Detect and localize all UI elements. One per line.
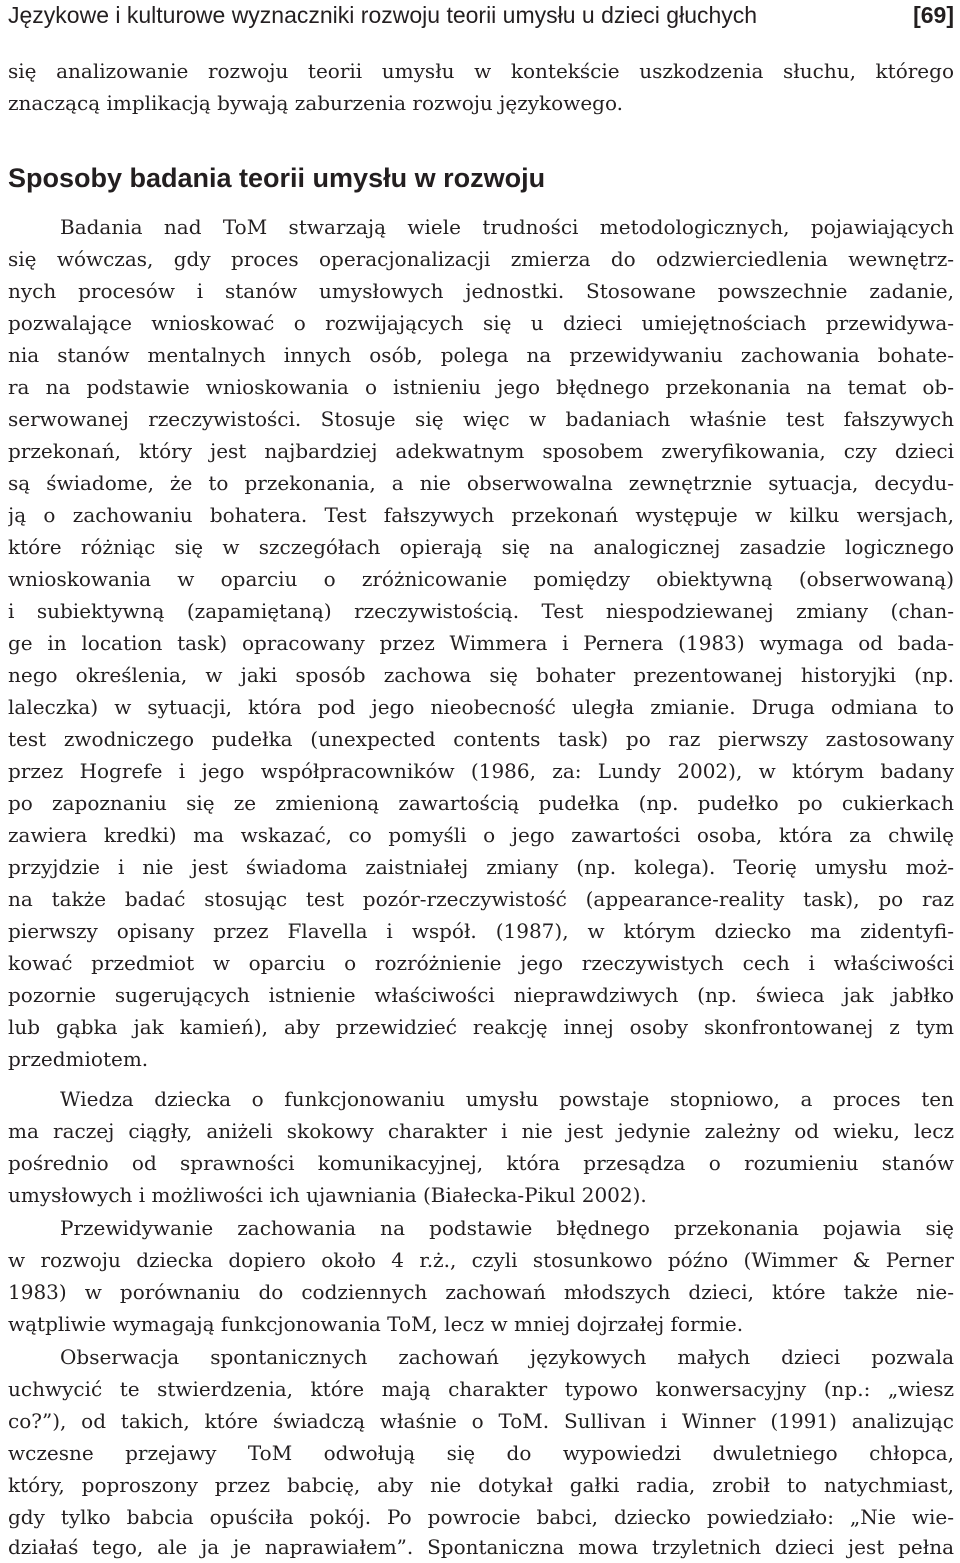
text-line: Wiedza dziecka o funkcjonowaniu umysłu powstaje stopniowo, a proces ten (60, 1087, 954, 1111)
text-line: laleczka) w sytuacji, która pod jego nieobecność uległa zmianie. Druga odmiana to (8, 695, 954, 719)
text-line: działaś tego, ale ja je naprawiałem”. Spontaniczna mowa trzyletnich dzieci jest pełna (8, 1535, 954, 1559)
page-number: [69] (913, 2, 954, 28)
text-line: nego określenia, w jaki sposób zachowa się bohater prezentowanej historyjki (np. (8, 663, 954, 687)
text-line: wczesne przejawy ToM odwołują się do wypowiedzi dwuletniego chłopca, (8, 1441, 954, 1465)
text-line: pozwalające wnioskować o rozwijających się u dzieci umiejętnościach przewidywa- (8, 311, 954, 335)
text-line: nia stanów mentalnych innych osób, polega na przewidywaniu zachowania bohate- (8, 343, 954, 367)
text-line: który, poproszony przez babcię, aby nie dotykał gałki radia, zrobił to natychmiast, (8, 1473, 954, 1497)
text-line: wnioskowania w oparciu o zróżnicowanie pomiędzy obiektywną (obserwowaną) (8, 567, 954, 591)
text-line: po zapoznaniu się ze zmienioną zawartością pudełka (np. pudełko po cukierkach (8, 791, 954, 815)
text-line: co?”), od takich, które świadczą właśnie o ToM. Sullivan i Winner (1991) analizując (8, 1409, 954, 1433)
text-line: się wówczas, gdy proces operacjonalizacji zmierza do odzwierciedlenia wewnętrz- (8, 247, 954, 271)
text-line: wątpliwie wymagają funkcjonowania ToM, lecz w mniej dojrzałej formie. (8, 1312, 744, 1336)
text-line: ją o zachowaniu bohatera. Test fałszywych przekonań występuje w kilku wersjach, (8, 503, 954, 527)
text-line: gdy tylko babcia opuściła pokój. Po powrocie babci, dziecko powiedziało: „Nie wie- (8, 1505, 954, 1529)
text-line: się analizowanie rozwoju teorii umysłu w kontekście uszkodzenia słuchu, którego (8, 59, 954, 83)
text-line: ge in location task) opracowany przez Wimmera i Pernera (1983) wymaga od bada- (8, 631, 954, 655)
text-line: serwowanej rzeczywistości. Stosuje się więc w badaniach właśnie test fałszywych (8, 407, 954, 431)
text-line: nych procesów i stanów umysłowych jednostki. Stosowane powszechnie zadanie, (8, 279, 954, 303)
text-line: Przewidywanie zachowania na podstawie błędnego przekonania pojawia się (60, 1216, 954, 1240)
text-line: ra na podstawie wnioskowania o istnieniu jego błędnego przekonania na temat ob- (8, 375, 954, 399)
text-line: test zwodniczego pudełka (unexpected contents task) po raz pierwszy zastosowany (8, 727, 954, 751)
text-line: przyjdzie i nie jest świadoma zaistniałej zmiany (np. kolega). Teorię umysłu moż- (8, 855, 954, 879)
text-line: pierwszy opisany przez Flavella i współ. (1987), w którym dziecko ma zidentyfi- (8, 919, 954, 943)
text-line: na także badać stosując test pozór-rzeczywistość (appearance-reality task), po raz (8, 887, 954, 911)
text-line: ma raczej ciągły, aniżeli skokowy charakter i nie jest jedynie zależny od wieku, lecz (8, 1119, 954, 1143)
text-line: znaczącą implikacją bywają zaburzenia rozwoju językowego. (8, 91, 624, 115)
text-line: lub gąbka jak kamień), aby przewidzieć reakcję innej osoby skonfrontowanej z tym (8, 1015, 954, 1039)
text-line: kować przedmiot w oparciu o rozróżnienie jego rzeczywistych cech i właściwości (8, 951, 954, 975)
running-header (8, 0, 954, 32)
text-line: przekonań, który jest najbardziej adekwatnym sposobem zweryfikowania, czy dzieci (8, 439, 954, 463)
text-line: 1983) w porównaniu do codziennych zachowań młodszych dzieci, które także nie- (8, 1280, 954, 1304)
text-line: które różniąc się w szczegółach opierają się na analogicznej zasadzie logicznego (8, 535, 954, 559)
text-line: zawiera kredki) ma wskazać, co pomyśli o jego zawartości osoba, która za chwilę (8, 823, 954, 847)
text-line: i subiektywną (zapamiętaną) rzeczywistością. Test niespodziewanej zmiany (chan- (8, 599, 954, 623)
section-heading: Sposoby badania teorii umysłu w rozwoju (8, 163, 546, 193)
text-line: Obserwacja spontanicznych zachowań językowych małych dzieci pozwala (60, 1345, 954, 1369)
text-line: umysłowych i możliwości ich ujawniania (Białecka-Pikul 2002). (8, 1183, 647, 1207)
text-line: Badania nad ToM stwarzają wiele trudności metodologicznych, pojawiających (60, 215, 954, 239)
running-title: Językowe i kulturowe wyznaczniki rozwoju teorii umysłu u dzieci głuchych (8, 2, 758, 28)
text-line: w rozwoju dziecka dopiero około 4 r.ż., czyli stosunkowo późno (Wimmer & Perner (8, 1248, 954, 1272)
text-line: uchwycić te stwierdzenia, które mają charakter typowo konwersacyjny (np.: „wiesz (8, 1377, 954, 1401)
text-line: przez Hogrefe i jego współpracowników (1986, za: Lundy 2002), w którym badany (8, 759, 954, 783)
text-line: są świadome, że to przekonania, a nie obserwowalna zewnętrznie sytuacja, decydu- (8, 471, 954, 495)
text-line: pozornie sugerujących istnienie właściwości nieprawdziwych (np. świeca jak jabłko (8, 983, 954, 1007)
text-line: pośrednio od sprawności komunikacyjnej, która przesądza o rozumieniu stanów (8, 1151, 954, 1175)
text-line: przedmiotem. (8, 1047, 149, 1071)
